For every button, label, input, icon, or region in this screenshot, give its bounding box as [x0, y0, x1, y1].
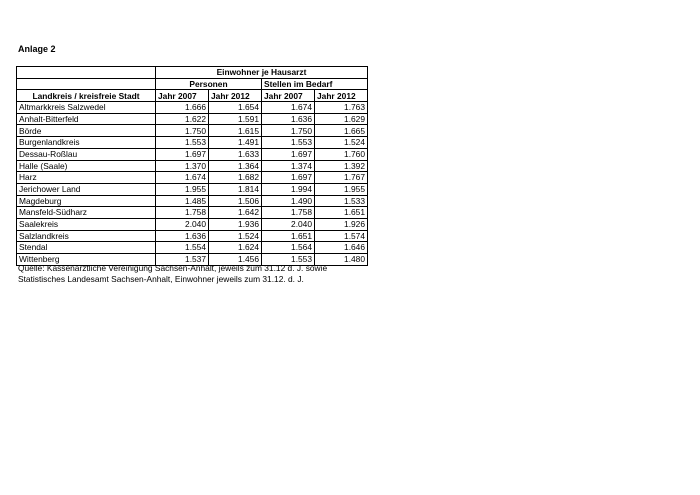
table-row [17, 207, 368, 219]
district-name-cell: Salzlandkreis [17, 230, 156, 242]
page-title: Anlage 2 [18, 44, 56, 54]
value-cell: 1.666 [156, 102, 209, 114]
value-cell: 1.364 [209, 160, 262, 172]
value-cell: 1.633 [209, 148, 262, 160]
district-name-cell: Magdeburg [17, 195, 156, 207]
sub-header-stellen: Stellen im Bedarf [262, 78, 368, 90]
district-name-cell: Harz [17, 172, 156, 184]
value-cell: 1.636 [156, 230, 209, 242]
value-cell: 1.750 [262, 125, 315, 137]
district-name-cell: Anhalt-Bitterfeld [17, 113, 156, 125]
table-row [17, 137, 368, 149]
value-cell: 1.697 [262, 148, 315, 160]
value-cell: 1.553 [262, 254, 315, 266]
district-name-cell: Halle (Saale) [17, 160, 156, 172]
value-cell: 1.456 [209, 254, 262, 266]
year-header: Jahr 2012 [315, 90, 368, 102]
value-cell: 1.758 [262, 207, 315, 219]
value-cell: 1.537 [156, 254, 209, 266]
year-header: Jahr 2012 [209, 90, 262, 102]
district-name-cell: Stendal [17, 242, 156, 254]
value-cell: 1.624 [209, 242, 262, 254]
value-cell: 1.524 [209, 230, 262, 242]
value-cell: 1.665 [315, 125, 368, 137]
header-blank-cell [17, 78, 156, 90]
table-row [17, 218, 368, 230]
table-row [17, 113, 368, 125]
district-name-cell: Mansfeld-Südharz [17, 207, 156, 219]
table-row [17, 172, 368, 184]
table-row [17, 183, 368, 195]
value-cell: 1.955 [156, 183, 209, 195]
value-cell: 1.682 [209, 172, 262, 184]
data-table [16, 66, 368, 266]
value-cell: 1.591 [209, 113, 262, 125]
district-name-cell: Altmarkkreis Salzwedel [17, 102, 156, 114]
value-cell: 1.554 [156, 242, 209, 254]
value-cell: 1.697 [156, 148, 209, 160]
value-cell: 1.646 [315, 242, 368, 254]
value-cell: 1.553 [262, 137, 315, 149]
district-name-cell: Saalekreis [17, 218, 156, 230]
value-cell: 1.485 [156, 195, 209, 207]
table-row [17, 125, 368, 137]
value-cell: 1.760 [315, 148, 368, 160]
value-cell: 1.994 [262, 183, 315, 195]
year-header: Jahr 2007 [262, 90, 315, 102]
value-cell: 1.674 [262, 102, 315, 114]
header-row-group [17, 67, 368, 79]
district-name-cell: Börde [17, 125, 156, 137]
value-cell: 2.040 [262, 218, 315, 230]
value-cell: 1.629 [315, 113, 368, 125]
value-cell: 1.674 [156, 172, 209, 184]
value-cell: 1.480 [315, 254, 368, 266]
district-name-cell: Dessau-Roßlau [17, 148, 156, 160]
value-cell: 1.926 [315, 218, 368, 230]
value-cell: 1.763 [315, 102, 368, 114]
table-row [17, 242, 368, 254]
value-cell: 1.370 [156, 160, 209, 172]
value-cell: 1.767 [315, 172, 368, 184]
source-line: Statistisches Landesamt Sachsen-Anhalt, Einwohner jeweils zum 31.12. d. J. [18, 274, 304, 284]
value-cell: 1.374 [262, 160, 315, 172]
value-cell: 1.936 [209, 218, 262, 230]
table-row [17, 102, 368, 114]
table-body [17, 102, 368, 266]
table-row [17, 230, 368, 242]
value-cell: 1.758 [156, 207, 209, 219]
value-cell: 1.697 [262, 172, 315, 184]
value-cell: 1.490 [262, 195, 315, 207]
value-cell: 1.553 [156, 137, 209, 149]
group-header: Einwohner je Hausarzt [156, 67, 368, 79]
table-row [17, 148, 368, 160]
district-name-cell: Burgenlandkreis [17, 137, 156, 149]
value-cell: 1.533 [315, 195, 368, 207]
value-cell: 1.574 [315, 230, 368, 242]
value-cell: 1.636 [262, 113, 315, 125]
value-cell: 1.392 [315, 160, 368, 172]
district-name-cell: Jerichower Land [17, 183, 156, 195]
value-cell: 1.750 [156, 125, 209, 137]
value-cell: 2.040 [156, 218, 209, 230]
district-name-cell: Wittenberg [17, 254, 156, 266]
source-note [18, 263, 327, 285]
value-cell: 1.814 [209, 183, 262, 195]
value-cell: 1.622 [156, 113, 209, 125]
source-line: Quelle: Kassenärztliche Vereinigung Sachsen-Anhalt, jeweils zum 31.12 d. J. sowie [18, 263, 328, 273]
value-cell: 1.564 [262, 242, 315, 254]
value-cell: 1.524 [315, 137, 368, 149]
value-cell: 1.955 [315, 183, 368, 195]
table-row [17, 195, 368, 207]
value-cell: 1.506 [209, 195, 262, 207]
header-blank-cell [17, 67, 156, 79]
value-cell: 1.642 [209, 207, 262, 219]
header-row-sub [17, 78, 368, 90]
value-cell: 1.491 [209, 137, 262, 149]
value-cell: 1.651 [262, 230, 315, 242]
value-cell: 1.651 [315, 207, 368, 219]
header-row-years [17, 90, 368, 102]
value-cell: 1.654 [209, 102, 262, 114]
table-row [17, 160, 368, 172]
year-header: Jahr 2007 [156, 90, 209, 102]
sub-header-personen: Personen [156, 78, 262, 90]
value-cell: 1.615 [209, 125, 262, 137]
row-header-label: Landkreis / kreisfreie Stadt [17, 90, 156, 102]
